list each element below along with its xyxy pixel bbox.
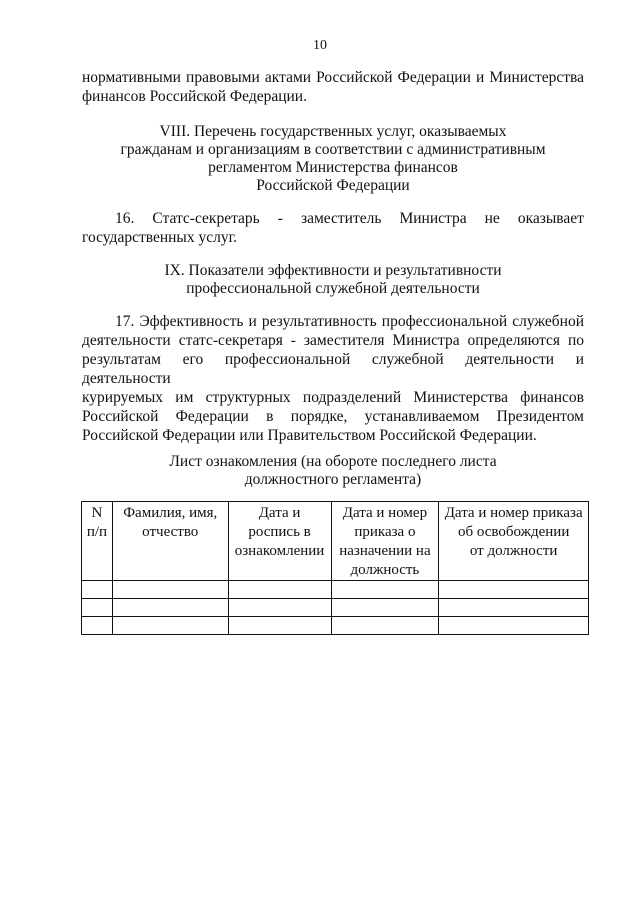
heading-line: гражданам и организациям в соответствии с административным: [120, 141, 546, 158]
table-cell[interactable]: [331, 599, 439, 617]
header-date-signature: [228, 502, 331, 581]
paragraph-17: [82, 312, 584, 445]
header-text: отчество: [142, 524, 199, 540]
header-text: приказа о: [354, 524, 416, 540]
table-header-row: [82, 502, 589, 581]
paragraph-16-line-2: государственных услуг.: [82, 229, 238, 246]
table-cell[interactable]: [439, 581, 589, 599]
page-number: 10: [313, 38, 327, 53]
heading-line: Российской Федерации: [256, 177, 410, 194]
acknowledgement-title: [82, 453, 584, 489]
paragraph-17-line: результатам его профессиональной служебной деятельности и деятельности: [82, 351, 584, 387]
word: -: [277, 210, 283, 227]
header-number: [82, 502, 113, 581]
table-cell[interactable]: [112, 599, 228, 617]
header-text: Дата и номер приказа: [444, 505, 583, 521]
header-text: назначении на: [339, 543, 431, 559]
paragraph-17-line: Российской Федерации или Правительством Российской Федерации.: [82, 427, 537, 444]
table-cell[interactable]: [82, 581, 113, 599]
section-heading-viii: [82, 123, 584, 195]
header-dismissal-order: [439, 502, 589, 581]
paragraph-17-line: курируемых им структурных подразделений Министерства финансов: [82, 389, 584, 406]
heading-line: регламентом Министерства финансов: [208, 159, 458, 176]
header-text: п/п: [86, 524, 108, 540]
acknowledgement-table: [81, 501, 589, 635]
heading-line: IX. Показатели эффективности и результативности: [164, 262, 502, 279]
table-cell[interactable]: [439, 617, 589, 635]
word: оказывает: [517, 210, 584, 227]
table-cell[interactable]: [112, 581, 228, 599]
title-line: Лист ознакомления (на обороте последнего листа: [169, 453, 497, 470]
title-line: должностного регламента): [244, 471, 422, 488]
table-cell[interactable]: [439, 599, 589, 617]
header-text: N: [91, 505, 103, 521]
header-full-name: [112, 502, 228, 581]
header-text: должность: [350, 562, 420, 578]
heading-line: VIII. Перечень государственных услуг, оказываемых: [159, 123, 507, 140]
table-cell[interactable]: [82, 599, 113, 617]
paragraph-17-line: Российской Федерации в порядке, устанавливаемом Президентом: [82, 408, 584, 425]
table-cell[interactable]: [228, 599, 331, 617]
paragraph-17-line: 17. Эффективность и результативность профессиональной служебной: [115, 313, 584, 330]
word: заместитель: [300, 210, 382, 227]
header-text: Дата и номер: [342, 505, 428, 521]
table-row: [82, 599, 589, 617]
section-heading-ix: [82, 262, 584, 298]
table-row: [82, 617, 589, 635]
paragraph-continuation: нормативными правовыми актами Российской Федерации и Министерства финансов Российской Федерации.: [82, 69, 584, 105]
paragraph-17-line: деятельности статс-секретаря - заместителя Министра определяются по: [82, 332, 584, 349]
header-text: от должности: [469, 543, 558, 559]
word: Статс-секретарь: [152, 210, 260, 227]
heading-line: профессиональной служебной деятельности: [186, 280, 480, 297]
word: не: [484, 210, 500, 227]
table-cell[interactable]: [331, 617, 439, 635]
paragraph-16: [82, 209, 584, 247]
table-row: [82, 581, 589, 599]
header-text: Дата и: [258, 505, 301, 521]
table-cell[interactable]: [82, 617, 113, 635]
header-appointment-order: [331, 502, 439, 581]
table-cell[interactable]: [112, 617, 228, 635]
paragraph-16-line-1: [82, 209, 584, 228]
table-cell[interactable]: [228, 581, 331, 599]
table-cell[interactable]: [331, 581, 439, 599]
table-cell[interactable]: [228, 617, 331, 635]
word: 16.: [115, 210, 135, 227]
header-text: роспись в: [248, 524, 311, 540]
header-text: Фамилия, имя,: [123, 505, 218, 521]
word: Министра: [399, 210, 467, 227]
header-text: ознакомлении: [234, 543, 325, 559]
header-text: об освобождении: [457, 524, 570, 540]
